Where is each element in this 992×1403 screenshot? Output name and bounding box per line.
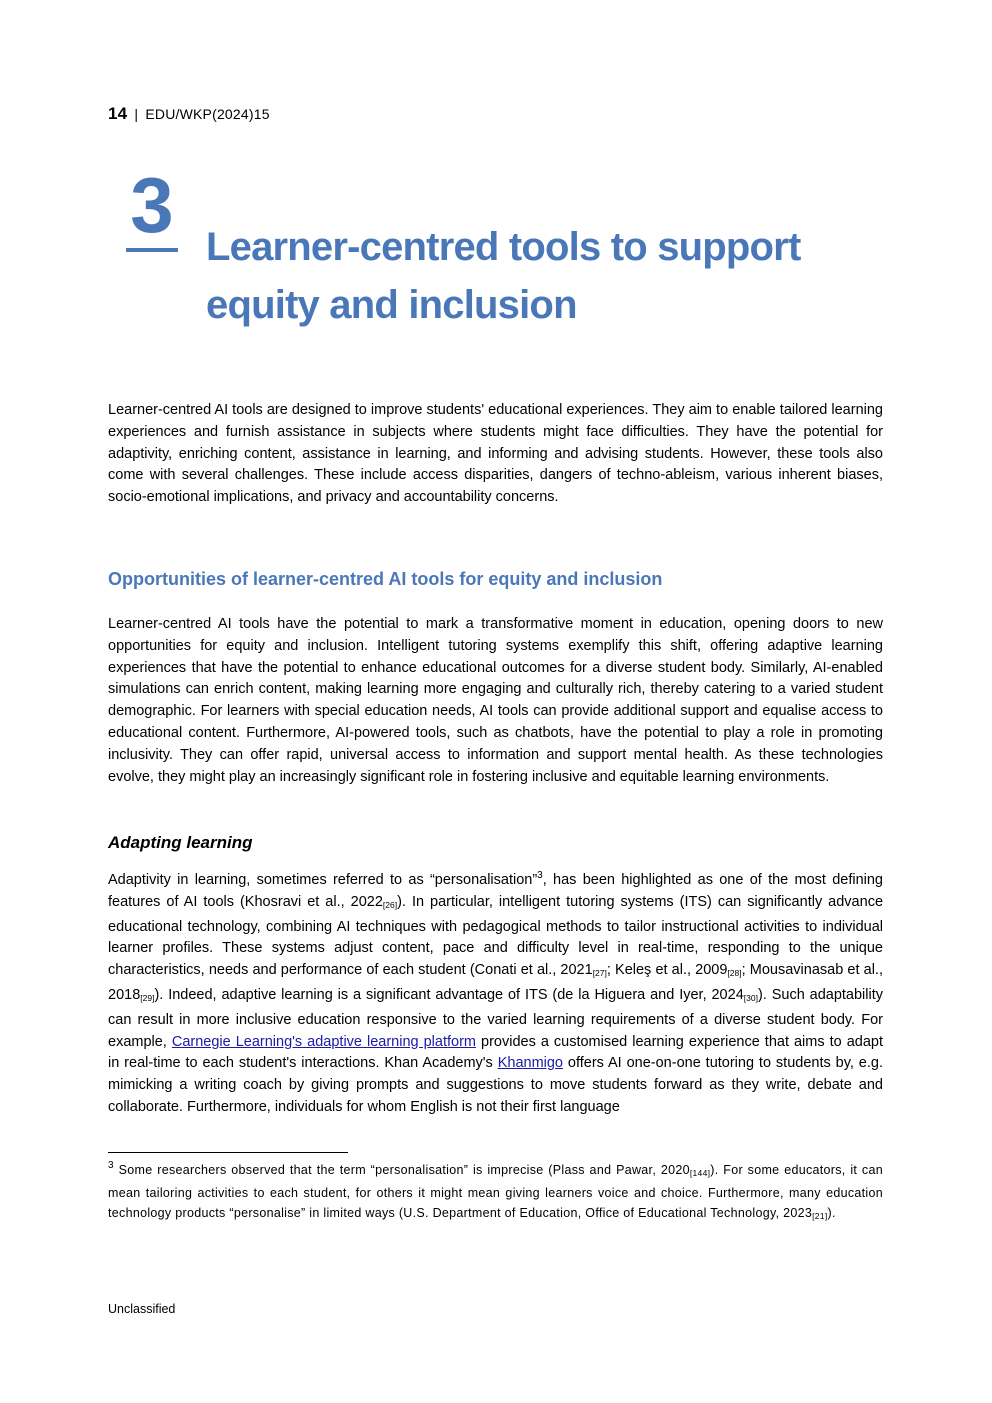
subsection-paragraph	[108, 870, 883, 1119]
text-run: provides a customised learning experience that aims to adapt in real-time to each student's interactions. Khan Academy's	[108, 1033, 884, 1072]
chapter-title-line-1: Learner-centred tools to support	[206, 225, 801, 269]
khanmigo-link[interactable]: Khanmigo	[497, 1055, 563, 1072]
page-header	[108, 104, 270, 124]
footnote	[108, 1160, 883, 1227]
text-run: ). In particular, intelligent tutoring systems (ITS) can significantly advance educational technology, combining AI techniques with pedagogical methods to tailor instructional activities to individual learner profiles. These systems adjust content, pace and difficulty level in real-time, responding to the unique characteristics, needs and performance of each student (Conati et al., 2021	[108, 893, 884, 979]
subsection-heading: Adapting learning	[108, 833, 253, 852]
text-run: ). Such adaptability can result in more inclusive education responsive to the varied learning requirements of a diverse student body. For example,	[108, 986, 884, 1050]
text-run: , has been highlighted as one of the most defining features of AI tools (Khosravi et al., 2022	[108, 872, 883, 910]
citation-ref[interactable]: [30]	[743, 992, 758, 1003]
citation-ref[interactable]: [27]	[592, 968, 607, 979]
text-run: offers AI one-on-one tutoring to students by, e.g. mimicking a writing coach by giving prompts and suggestions to move students forward as they write, debate and collaborate. Furthermore, individuals for whom English is not their first language	[108, 1055, 883, 1115]
citation-ref[interactable]: [26]	[382, 899, 398, 910]
carnegie-learning-link[interactable]: Carnegie Learning's adaptive learning platform	[171, 1033, 476, 1050]
intro-paragraph: Learner-centred AI tools are designed to improve students' educational experiences. They aim to enable tailored learning experiences and furnish assistance in subjects where students might face difficulties. They have the potential for adaptivity, enriching content, assistance in learning, and informing and advising students. However, these tools also come with several challenges. These include access disparities, dangers of techno-ableism, various inherent biases, socio-emotional implications, and privacy and accountability concerns.	[108, 402, 883, 506]
text-run: Adaptivity in learning, sometimes referred to as “personalisation”	[108, 872, 538, 888]
header-separator: |	[134, 106, 139, 122]
text-run: ). Indeed, adaptive learning is a significant advantage of ITS (de la Higuera and Iyer, 2024	[154, 986, 744, 1003]
text-run: ; Mousavinasab et al., 2018	[108, 962, 883, 1003]
footnote-divider	[108, 1152, 348, 1153]
classification-label: Unclassified	[108, 1302, 176, 1316]
footnote-text: Some researchers observed that the term “personalisation” is imprecise (Plass and Pawar, 2020	[113, 1163, 690, 1177]
chapter-number: 3	[126, 166, 178, 252]
footnote-text: ). For some educators, it can mean tailoring activities to each student, for others it might mean giving learners voice and choice. Furthermore, many education technology products “personalise” in limited ways (U.S. Department of Education, Office of Educational Technology, 2023	[108, 1163, 883, 1221]
chapter-title-line-2: equity and inclusion	[206, 283, 577, 327]
page-number: 14	[108, 104, 128, 123]
section-paragraph: Learner-centred AI tools have the potential to mark a transformative moment in education, opening doors to new opportunities for equity and inclusion. Intelligent tutoring systems exemplify this shift, offering adaptive learning experiences that have the potential to enhance educational outcomes for a diverse student body. Similarly, AI-enabled simulations can enrich content, making learning more engaging and culturally rich, thereby catering to a varied student demographic. For learners with special education needs, AI tools can provide additional support and equalise access to educational content. Furthermore, AI-powered tools, such as chatbots, have the potential to play a role in promoting inclusivity. They can offer rapid, universal access to information and support mental health. As these technologies evolve, they might play an increasingly significant role in fostering inclusive and equitable learning environments.	[108, 616, 883, 785]
citation-ref[interactable]: [28]	[727, 968, 742, 979]
citation-ref[interactable]: [29]	[140, 992, 155, 1003]
citation-ref[interactable]: [21]	[812, 1211, 828, 1222]
document-code: EDU/WKP(2024)15	[145, 106, 270, 122]
footnote-reference[interactable]: 3	[537, 870, 543, 881]
footnote-mark: 3	[108, 1160, 114, 1171]
chapter-title	[206, 218, 856, 334]
citation-ref[interactable]: [144]	[689, 1168, 711, 1178]
footnote-text: ).	[827, 1206, 836, 1221]
text-run: ; Keleş et al., 2009	[606, 962, 728, 979]
section-heading: Opportunities of learner-centred AI tools for equity and inclusion	[108, 569, 663, 589]
